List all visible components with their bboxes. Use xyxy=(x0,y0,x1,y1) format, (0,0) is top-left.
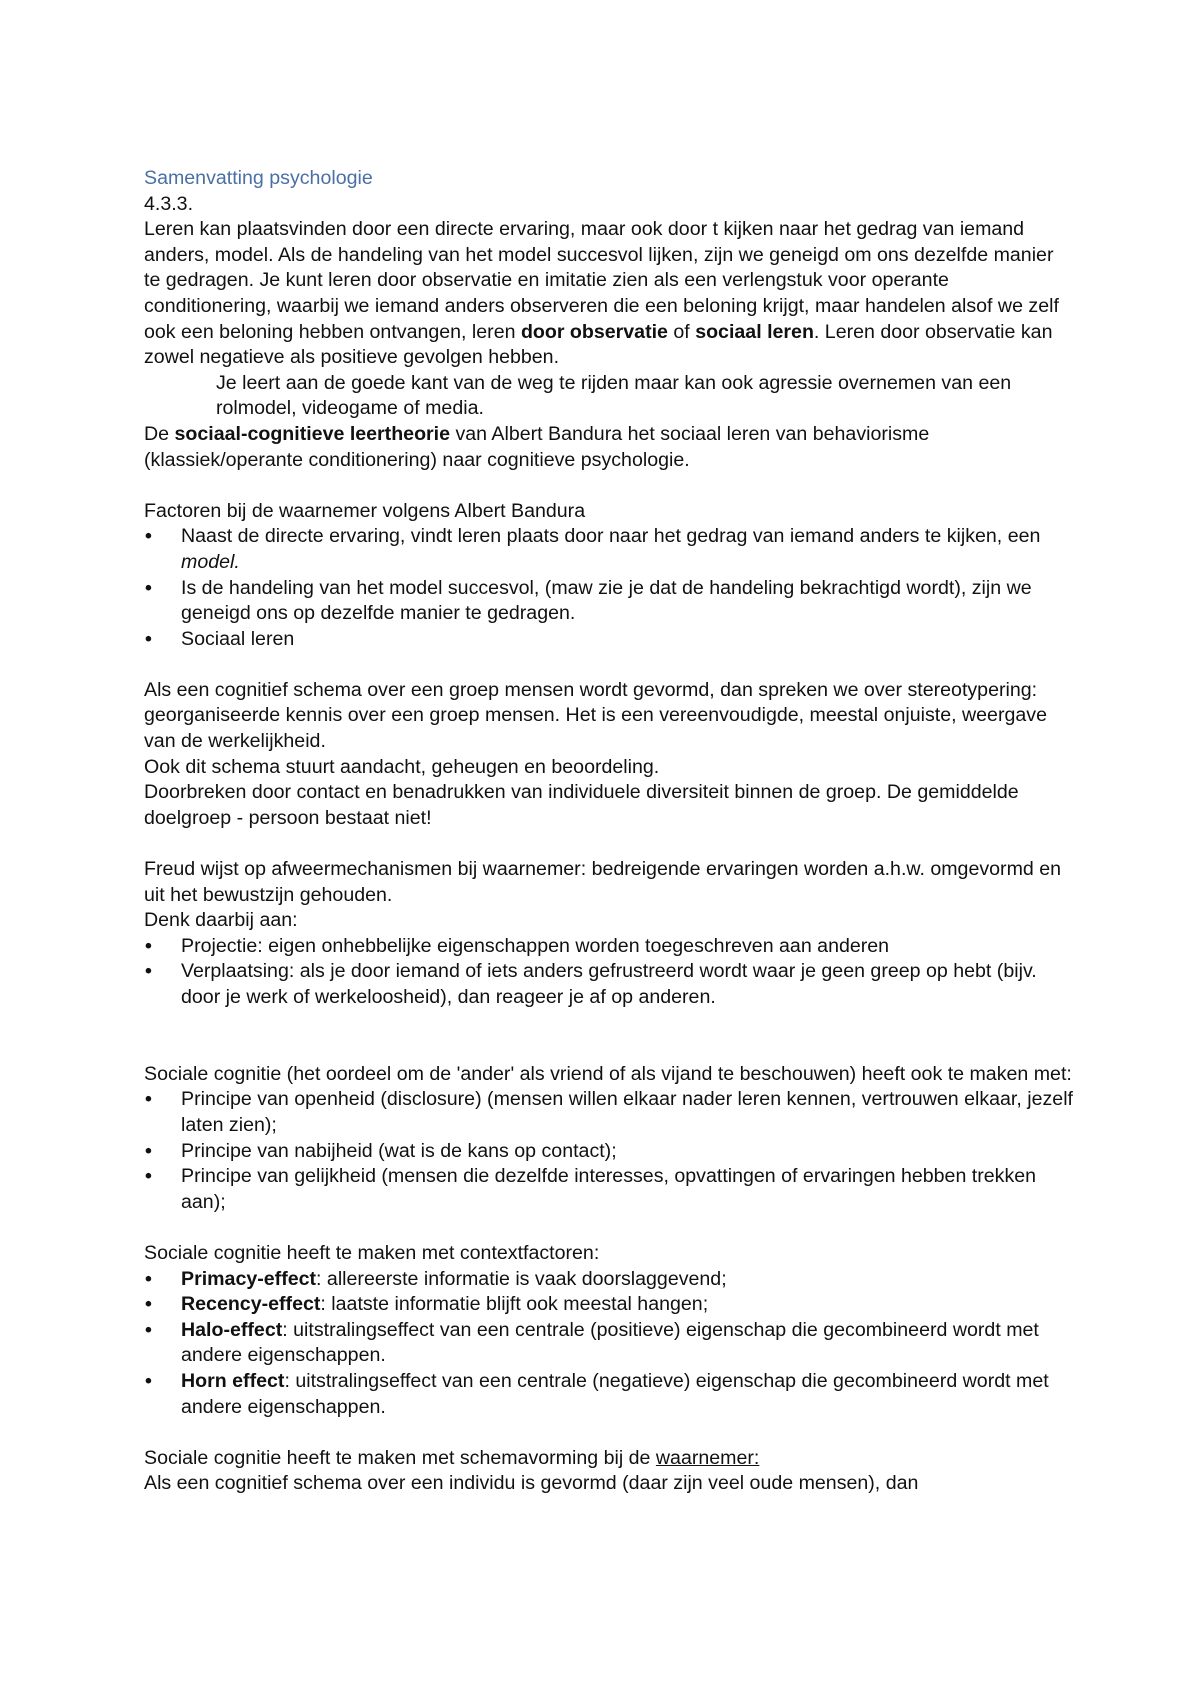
intro-bold-sociaal-leren: sociaal leren xyxy=(695,320,814,343)
list-item xyxy=(144,1292,1074,1318)
context-item-text: : allereerste informatie is vaak doorslaggevend; xyxy=(316,1267,727,1290)
context-item-bold: Halo-effect xyxy=(181,1318,283,1341)
schema-underlined: waarnemer: xyxy=(655,1446,760,1469)
bandura-item-1-italic: model. xyxy=(181,550,240,573)
theory-paragraph xyxy=(144,422,1074,473)
freud-list xyxy=(144,934,1074,1011)
schema-paragraph xyxy=(144,1446,1074,1472)
theory-suffix: van Albert Bandura het sociaal leren van behaviorisme (klassiek/operante conditionering) naar cognitieve psychologie. xyxy=(144,422,930,471)
intro-text-2: of xyxy=(667,320,696,343)
social-intro: Sociale cognitie (het oordeel om de 'ander' als vriend of als vijand te beschouwen) heeft ook te maken met: xyxy=(144,1062,1072,1085)
intro-paragraph xyxy=(144,217,1074,371)
context-item-text: : laatste informatie blijft ook meestal hangen; xyxy=(320,1293,709,1316)
social-list xyxy=(144,1087,1074,1215)
intro-text-3: . Leren door observatie kan zowel negatieve als positieve gevolgen hebben. xyxy=(144,320,1053,369)
list-item: • Sociaal leren xyxy=(144,627,1074,653)
context-item-text: : uitstralingseffect van een centrale (negatieve) eigenschap die gecombineerd wordt met andere eigenschappen. xyxy=(181,1369,1049,1418)
list-item: • Verplaatsing: als je door iemand of iets anders gefrustreerd wordt waar je geen greep op hebt (bijv. door je werk of werkeloosheid), dan reageer je af op anderen. xyxy=(144,959,1074,1010)
list-item: • Is de handeling van het model succesvol, (maw zie je dat de handeling bekrachtigd wordt), zijn we geneigd ons op dezelfde manier te gedragen. xyxy=(144,576,1074,627)
list-item xyxy=(144,1267,1074,1293)
list-item: • Principe van gelijkheid (mensen die dezelfde interesses, opvattingen of ervaringen hebben trekken aan); xyxy=(144,1164,1074,1215)
list-item: • Projectie: eigen onhebbelijke eigenschappen worden toegeschreven aan anderen xyxy=(144,934,1074,960)
context-list xyxy=(144,1267,1074,1421)
context-item-bold: Recency-effect xyxy=(181,1293,321,1316)
intro-text-1: Leren kan plaatsvinden door een directe ervaring, maar ook door t kijken naar het gedrag van iemand anders, model. Als de handeling van het model succesvol lijken, zijn we geneigd om ons dezelfde manier te gedragen. Je kunt leren door observatie en imitatie zien als een verlengstuk voor operante conditionering, waarbij we iemand anders observeren die een beloning krijgt, maar handelen alsof we zelf ook een beloning hebben ontvangen, leren xyxy=(144,218,1059,343)
freud-paragraph: Freud wijst op afweermechanismen bij waarnemer: bedreigende ervaringen worden a.h.w. omgevormd en uit het bewustzijn gehouden. xyxy=(144,858,1062,906)
stereotype-paragraph-3: Doorbreken door contact en benadrukken van individuele diversiteit binnen de groep. De gemiddelde doelgroep - persoon bestaat niet! xyxy=(144,781,1019,829)
stereotype-paragraph-2: Ook dit schema stuurt aandacht, geheugen en beoordeling. xyxy=(144,755,660,778)
list-item xyxy=(144,1318,1074,1369)
schema-paragraph-2: Als een cognitief schema over een individu is gevormd (daar zijn veel oude mensen), dan xyxy=(144,1472,919,1495)
example-paragraph: Je leert aan de goede kant van de weg te rijden maar kan ook agressie overnemen van een rolmodel, videogame of media. xyxy=(216,371,1012,420)
bandura-item-1-text: Naast de directe ervaring, vindt leren plaats door naar het gedrag van iemand anders te kijken, een xyxy=(181,525,1041,548)
freud-denk: Denk daarbij aan: xyxy=(144,909,298,932)
list-item: • Principe van openheid (disclosure) (mensen willen elkaar nader leren kennen, vertrouwen elkaar, jezelf laten zien); xyxy=(144,1087,1074,1138)
document-page xyxy=(144,166,1074,1497)
theory-bold: sociaal-cognitieve leertheorie xyxy=(174,422,451,445)
intro-bold-door-observatie: door observatie xyxy=(520,320,668,343)
bandura-heading: Factoren bij de waarnemer volgens Albert Bandura xyxy=(144,499,586,522)
document-title: Samenvatting psychologie xyxy=(144,167,373,189)
context-item-bold: Horn effect xyxy=(181,1369,285,1392)
theory-prefix: De xyxy=(144,422,175,445)
list-item xyxy=(144,524,1074,575)
context-item-text: : uitstralingseffect van een centrale (positieve) eigenschap die gecombineerd wordt met andere eigenschappen. xyxy=(181,1318,1039,1367)
bandura-list xyxy=(144,524,1074,652)
stereotype-paragraph-1: Als een cognitief schema over een groep mensen wordt gevormd, dan spreken we over stereotypering: georganiseerde kennis over een groep mensen. Het is een vereenvoudigde, meestal onjuiste, weergave van de werkelijkheid. xyxy=(144,678,1047,753)
list-item: • Principe van nabijheid (wat is de kans op contact); xyxy=(144,1139,1074,1165)
context-intro: Sociale cognitie heeft te maken met contextfactoren: xyxy=(144,1241,600,1264)
list-item xyxy=(144,1369,1074,1420)
context-item-bold: Primacy-effect xyxy=(181,1267,317,1290)
section-number: 4.3.3. xyxy=(144,192,194,215)
schema-text: Sociale cognitie heeft te maken met schemavorming bij de xyxy=(144,1446,656,1469)
